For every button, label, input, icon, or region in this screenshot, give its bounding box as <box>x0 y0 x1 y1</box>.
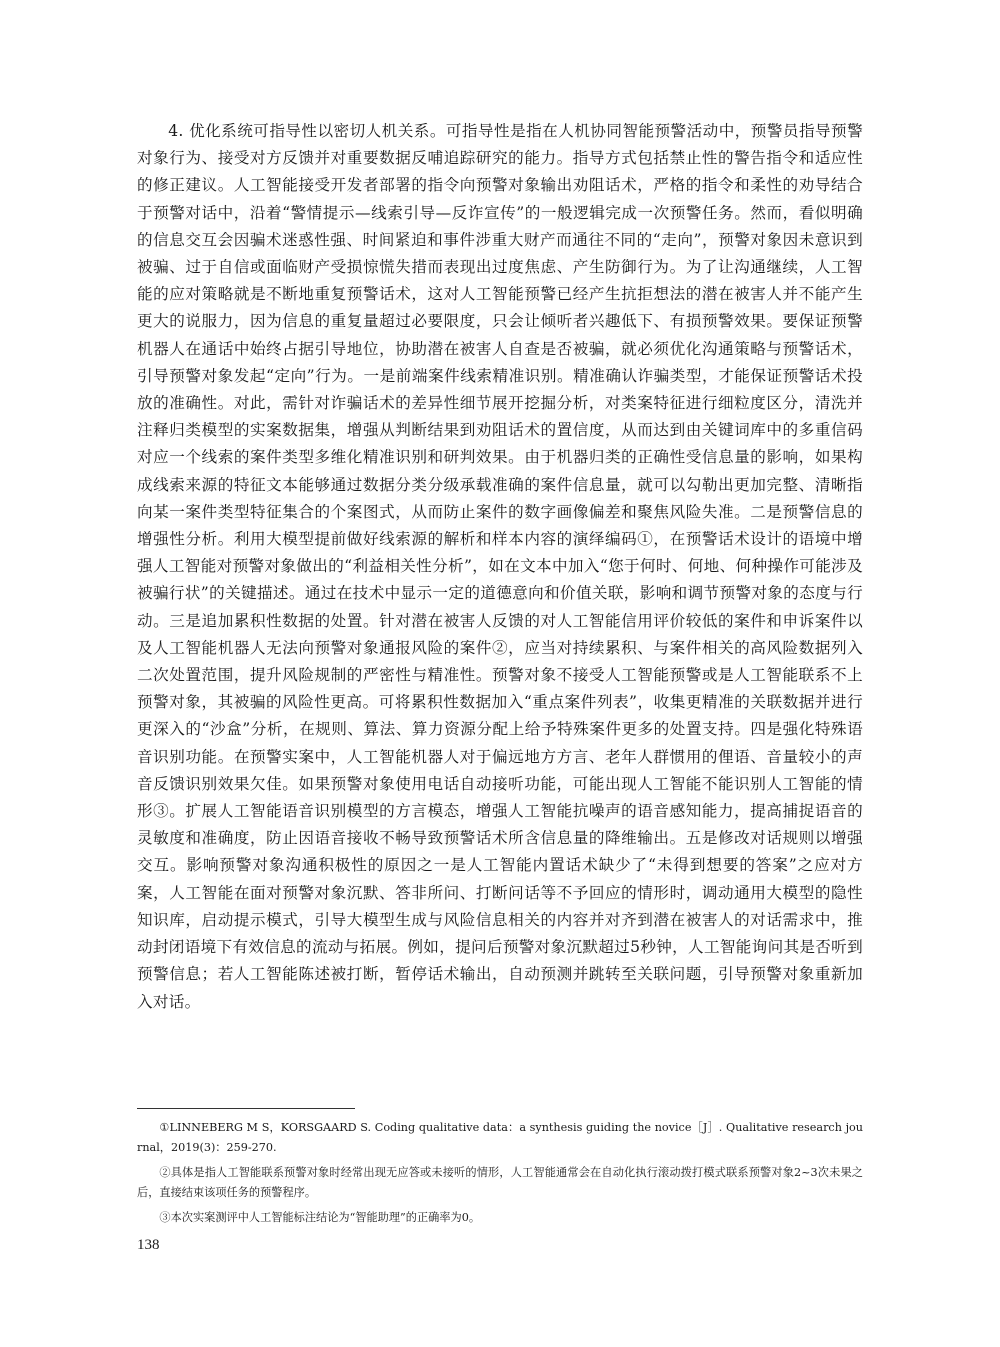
body-paragraph: 4. 优化系统可指导性以密切人机关系。可指导性是指在人机协同智能预警活动中，预警员指导预警对象行为、接受对方反馈并对重要数据反哺追踪研究的能力。指导方式包括禁止性的警告指令和适应性的修正建议。人工智能接受开发者部署的指令向预警对象输出劝阻话术，严格的指令和柔性的劝导结合于预警对话中，沿着“警情提示—线索引导—反诈宣传”的一般逻辑完成一次预警任务。然而，看似明确的信息交互会因骗术迷惑性强、时间紧迫和事件涉重大财产而通往不同的“走向”，预警对象因未意识到被骗、过于自信或面临财产受损惊慌失措而表现出过度焦虑、产生防御行为。为了让沟通继续，人工智能的应对策略就是不断地重复预警话术，这对人工智能预警已经产生抗拒想法的潜在被害人并不能产生更大的说服力，因为信息的重复量超过必要限度，只会让倾听者兴趣低下、有损预警效果。要保证预警机器人在通话中始终占据引导地位，协助潜在被害人自查是否被骗，就必须优化沟通策略与预警话术，引导预警对象发起“定向”行为。一是前端案件线索精准识别。精准确认诈骗类型，才能保证预警话术投放的准确性。对此，需针对诈骗话术的差异性细节展开挖掘分析，对类案特征进行细粒度区分，清洗并注释归类模型的实案数据集，增强从判断结果到劝阻话术的置信度，从而达到由关键词库中的多重信码对应一个线索的案件类型多维化精准识别和研判效果。由于机器归类的正确性受信息量的影响，如果构成线索来源的特征文本能够通过数据分类分级承载准确的案件信息量，就可以勾勒出更加完整、清晰指向某一案件类型特征集合的个案图式，从而防止案件的数字画像偏差和聚焦风险失准。二是预警信息的增强性分析。利用大模型提前做好线索源的解析和样本内容的演绎编码①，在预警话术设计的语境中增强人工智能对预警对象做出的“利益相关性分析”，如在文本中加入“您于何时、何地、何种操作可能涉及被骗行状”的关键描述。通过在技术中显示一定的道德意向和价值关联，影响和调节预警对象的态度与行动。三是追加累积性数据的处置。针对潜在被害人反馈的对人工智能信用评价较低的案件和申诉案件以及人工智能机器人无法向预警对象通报风险的案件②，应当对持续累积、与案件相关的高风险数据列入二次处置范围，提升风险规制的严密性与精准性。预警对象不接受人工智能预警或是人工智能联系不上预警对象，其被骗的风险性更高。可将累积性数据加入“重点案件列表”，收集更精准的关联数据并进行更深入的“沙盒”分析，在规则、算法、算力资源分配上给予特殊案件更多的处置支持。四是强化特殊语音识别功能。在预警实案中，人工智能机器人对于偏远地方方言、老年人群惯用的俚语、音量较小的声音反馈识别效果欠佳。如果预警对象使用电话自动接听功能，可能出现人工智能不能识别人工智能的情形③。扩展人工智能语音识别模型的方言模态，增强人工智能抗噪声的语音感知能力，提高捕捉语音的灵敏度和准确度，防止因语音接收不畅导致预警话术所含信息量的降维输出。五是修改对话规则以增强交互。影响预警对象沟通积极性的原因之一是人工智能内置话术缺少了“未得到想要的答案”之应对方案，人工智能在面对预警对象沉默、答非所问、打断问话等不予回应的情形时，调动通用大模型的隐性知识库，启动提示模式，引导大模型生成与风险信息相关的内容并对齐到潜在被害人的对话需求中，推动封闭语境下有效信息的流动与拓展。例如，提问后预警对象沉默超过5秒钟，人工智能询问其是否听到预警信息；若人工智能陈述被打断，暂停话术输出，自动预测并跳转至关联问题，引导预警对象重新加入对话。 <box>137 122 863 1011</box>
page-number: 138 <box>137 1237 160 1253</box>
footnotes <box>137 1118 863 1233</box>
footnote-2: ②具体是指人工智能联系预警对象时经常出现无应答或未接听的情形，人工智能通常会在自动化执行滚动拨打模式联系预警对象2~3次未果之后，直接结束该项任务的预警程序。 <box>137 1166 863 1199</box>
footnote-1: ①LINNEBERG M S，KORSGAARD S. Coding qualitative data：a synthesis guiding the novice［J］. Qualitative research journal，2019(3)：259-270. <box>137 1121 863 1154</box>
footnote-3: ③本次实案测评中人工智能标注结论为“智能助理”的正确率为0。 <box>159 1211 481 1224</box>
footnote-divider <box>137 1108 355 1109</box>
